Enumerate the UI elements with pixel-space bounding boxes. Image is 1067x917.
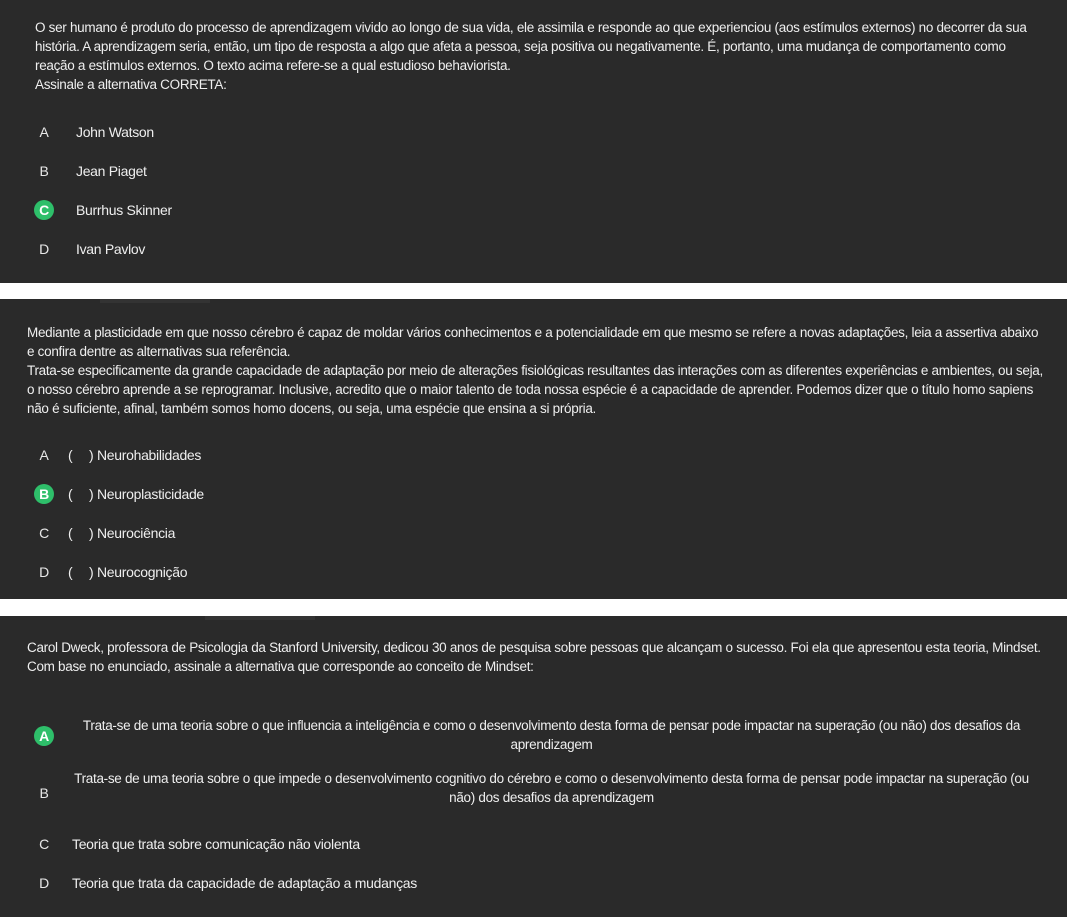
- option-label: Teoria que trata sobre comunicação não violenta: [72, 836, 360, 852]
- question-card-2: [0, 299, 1067, 599]
- card-top-marker: [205, 616, 315, 620]
- option-letter: C: [39, 525, 49, 541]
- option-a[interactable]: [0, 444, 1067, 466]
- option-letter: B: [39, 163, 49, 179]
- option-letter: A: [39, 447, 49, 463]
- question-text: [27, 323, 1047, 418]
- option-b-selected[interactable]: [0, 483, 1067, 505]
- option-d[interactable]: [0, 561, 1067, 583]
- option-letter: D: [39, 241, 49, 257]
- question-statement: O ser humano é produto do processo de aprendizagem vivido ao longo de sua vida, ele assimila e responde ao que experienciou (aos estímulos externos) no decorrer da sua história. A aprendizagem seria, então, um tipo de resposta a algo que afeta a pessoa, seja positiva ou negativamente. É, portanto, uma mudança de comportamento como reação a estímulos externos. O texto acima refere-se a qual estudioso behaviorista.: [35, 20, 1027, 73]
- option-label: Jean Piaget: [76, 163, 147, 179]
- option-d[interactable]: [0, 872, 1067, 894]
- option-label: ) Neurocognição: [89, 564, 188, 580]
- option-paren: (: [68, 525, 73, 541]
- option-label: ) Neurohabilidades: [89, 447, 202, 463]
- question-assertion: Trata-se especificamente da grande capacidade de adaptação por meio de alterações fisiológicas resultantes das interações com as diferentes experiências e ambientes, ou seja, o nosso cérebro aprende a se reprogramar. Inclusive, acredito que o maior talento de toda nossa espécie é a capacidade de aprender. Podemos dizer que o título homo sapiens não é suficiente, afinal, também somos homo docens, ou seja, uma espécie que ensina a si própria.: [27, 363, 1043, 416]
- question-instruction: Assinale a alternativa CORRETA:: [35, 77, 227, 92]
- option-c[interactable]: [0, 522, 1067, 544]
- option-letter: B: [39, 785, 49, 801]
- option-label: John Watson: [76, 124, 154, 140]
- option-paren: (: [68, 486, 73, 502]
- question-card-1: [0, 0, 1067, 283]
- option-label: Teoria que trata da capacidade de adaptação a mudanças: [72, 875, 417, 891]
- card-top-marker: [100, 299, 210, 303]
- option-letter: D: [39, 564, 49, 580]
- option-label: Trata-se de uma teoria sobre o que influencia a inteligência e como o desenvolvimento desta forma de pensar pode impactar na superação (ou não) dos desafios da aprendizagem: [82, 718, 1021, 752]
- option-label: ) Neurociência: [89, 525, 176, 541]
- option-label: Trata-se de uma teoria sobre o que impede o desenvolvimento cognitivo do cérebro e como o desenvolvimento desta forma de pensar pode impactar na superação (ou não) dos desafios da aprendizagem: [74, 771, 1029, 805]
- question-card-3: [0, 616, 1067, 917]
- option-c-selected[interactable]: [0, 199, 1067, 221]
- selected-answer-badge: C: [34, 200, 54, 220]
- option-d[interactable]: [0, 238, 1067, 260]
- option-letter: A: [39, 124, 49, 140]
- option-a-selected[interactable]: [0, 716, 1067, 756]
- option-a[interactable]: [0, 121, 1067, 143]
- question-statement: Mediante a plasticidade em que nosso cérebro é capaz de moldar vários conhecimentos e a potencialidade em que mesmo se refere a novas adaptações, leia a assertiva abaixo e confira dentre as alternativas sua referência.: [27, 325, 1039, 359]
- question-instruction: Com base no enunciado, assinale a alternativa que corresponde ao conceito de Mindset:: [27, 659, 534, 674]
- option-letter: D: [39, 875, 49, 891]
- question-text: [27, 638, 1047, 676]
- option-label: Burrhus Skinner: [76, 202, 172, 218]
- selected-answer-badge: A: [34, 726, 54, 746]
- option-paren: (: [68, 564, 73, 580]
- option-b[interactable]: [0, 160, 1067, 182]
- option-c[interactable]: [0, 833, 1067, 855]
- question-statement: Carol Dweck, professora de Psicologia da Stanford University, dedicou 30 anos de pesquisa sobre pessoas que alcançam o sucesso. Foi ela que apresentou esta teoria, Mindset.: [27, 640, 1041, 655]
- option-b[interactable]: [0, 769, 1067, 809]
- selected-answer-badge: B: [34, 484, 54, 504]
- option-paren: (: [68, 447, 73, 463]
- option-letter: C: [39, 836, 49, 852]
- question-text: [35, 18, 1045, 94]
- option-label: ) Neuroplasticidade: [89, 486, 204, 502]
- option-label: Ivan Pavlov: [76, 241, 146, 257]
